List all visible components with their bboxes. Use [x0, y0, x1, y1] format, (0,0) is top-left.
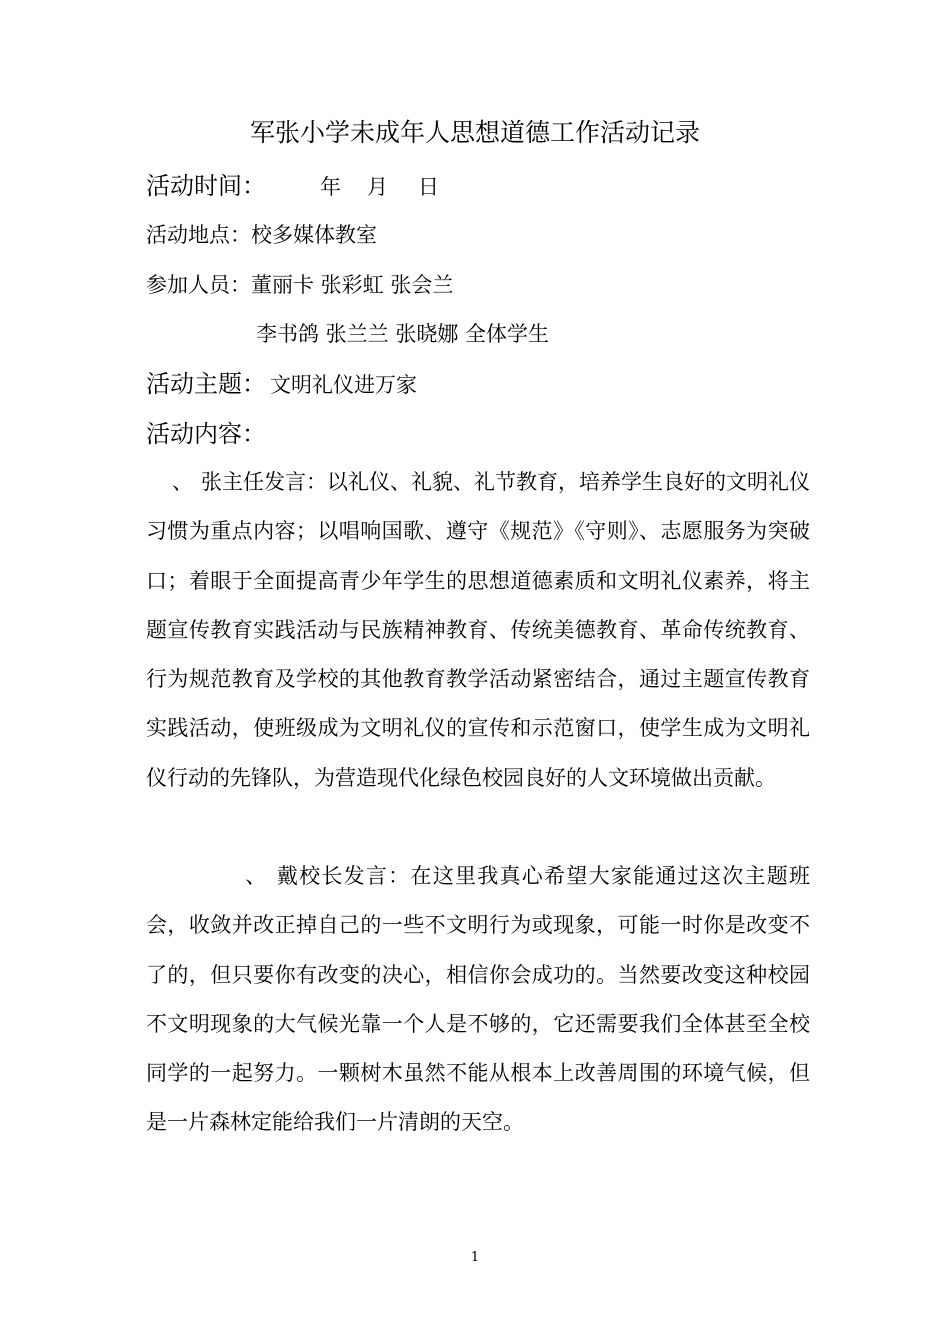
activity-location: 活动地点：校多媒体教室: [146, 223, 377, 247]
paragraph-1-marker: 、: [172, 470, 193, 494]
paragraph-1-text: 张主任发言：以礼仪、礼貌、礼节教育，培养学生良好的文明礼仪习惯为重点内容；以唱响国歌、遵守《规范》《守则》、志愿服务为突破口；着眼于全面提高青少年学生的思想道德素质和文明礼仪素养，将主题宣传教育实践活动与民族精神教育、传统美德教育、革命传统教育、行为规范教育及学校的其他教育教学活动紧密结合，通过主题宣传教育实践活动，使班级成为文明礼仪的宣传和示范窗口，使学生成为文明礼仪行动的先锋队，为营造现代化绿色校园良好的人文环境做出贡献。: [146, 470, 810, 790]
activity-time-year: 年: [320, 175, 341, 199]
paragraph-2-text: 戴校长发言：在这里我真心希望大家能通过这次主题班会，收敛并改正掉自己的一些不文明行为或现象，可能一时你是改变不了的，但只要你有改变的决心，相信你会成功的。当然要改变这种校园不文明现象的大气候光靠一个人是不够的，它还需要我们全体甚至全校同学的一起努力。一颗树木虽然不能从根本上改善周围的环境气候，但是一片森林定能给我们一片清朗的天空。: [146, 864, 811, 1135]
participants-line-2: 李书鸽 张兰兰 张晓娜 全体学生: [256, 322, 550, 346]
paragraph-1: [146, 458, 810, 803]
participants-line-1: 参加人员：董丽卡 张彩虹 张会兰: [146, 273, 454, 297]
paragraph-2-marker: 、: [244, 864, 268, 888]
paragraph-2: [146, 852, 810, 1148]
activity-time-label: 活动时间：: [146, 172, 266, 200]
activity-theme-value: 文明礼仪进万家: [270, 373, 417, 397]
activity-time-month: 月: [367, 175, 388, 199]
activity-theme-row: [146, 368, 417, 400]
activity-time-row: [146, 170, 439, 202]
activity-theme-label: 活动主题：: [146, 370, 266, 398]
page-number: 1: [470, 1250, 480, 1265]
document-title: 军张小学未成年人思想道德工作活动记录: [249, 118, 700, 147]
activity-content-label: 活动内容：: [146, 420, 266, 448]
activity-time-day: 日: [418, 175, 439, 199]
